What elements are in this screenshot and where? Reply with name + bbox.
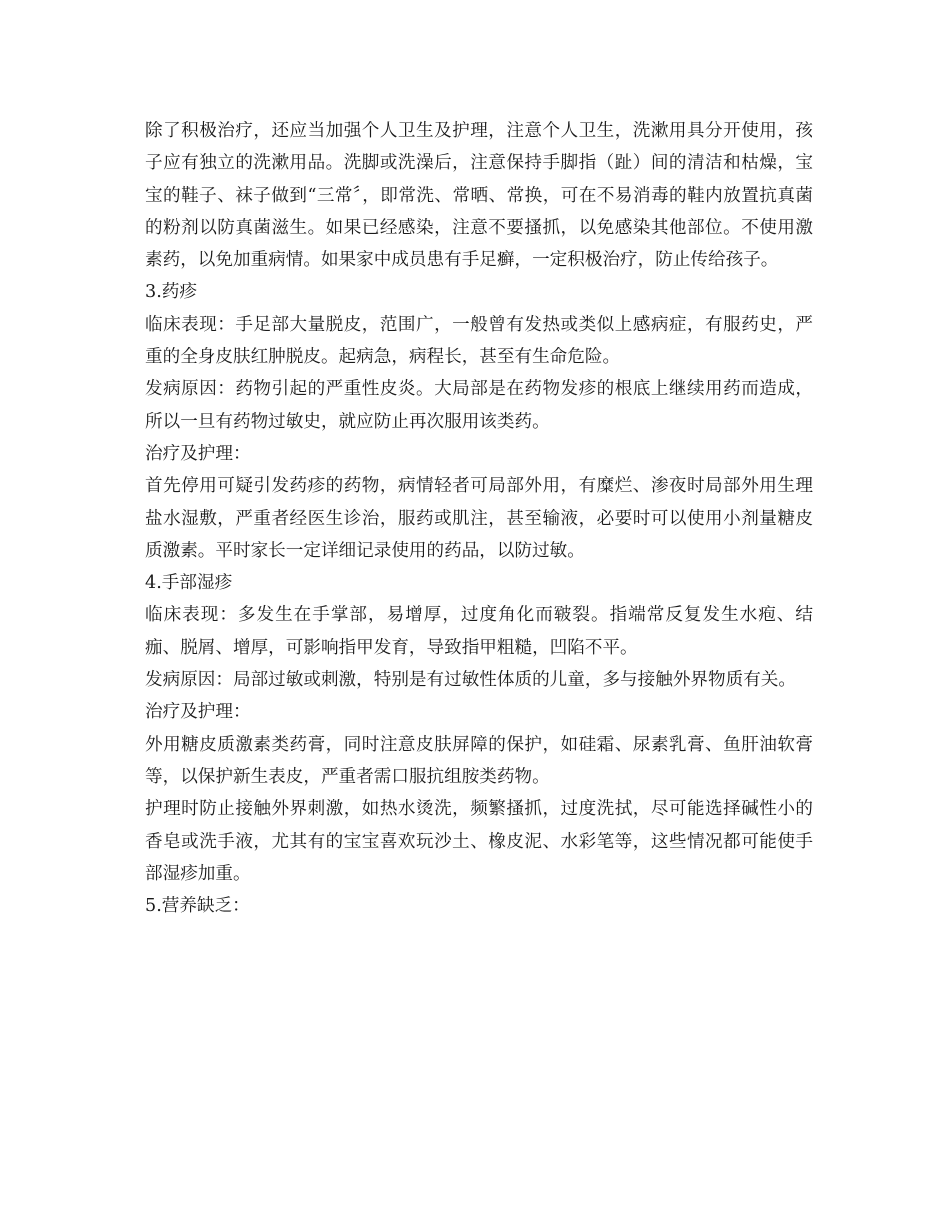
document-body: [145, 115, 813, 922]
paragraph-hand-eczema-treatment: 外用糖皮质激素类药膏，同时注意皮肤屏障的保护，如硅霜、尿素乳膏、鱼肝油软膏等，以保护新生表皮，严重者需口服抗组胺类药物。: [145, 734, 813, 787]
paragraph-hand-eczema-cause: 发病原因：局部过敏或刺激，特别是有过敏性体质的儿童，多与接触外界物质有关。: [145, 670, 796, 691]
section-heading-drug-eruption: 3.药疹: [145, 282, 197, 303]
subheading-treatment-care: 治疗及护理：: [145, 443, 251, 464]
paragraph-hand-eczema-care: 护理时防止接触外界刺激，如热水烫洗，频繁搔抓，过度洗拭，尽可能选择碱性小的香皂或洗手液，尤其有的宝宝喜欢玩沙土、橡皮泥、水彩笔等，这些情况都可能使手部湿疹加重。: [145, 799, 813, 884]
paragraph-drug-eruption-cause: 发病原因：药物引起的严重性皮炎。大局部是在药物发疹的根底上继续用药而造成，所以一旦有药物过敏史，就应防止再次服用该类药。: [145, 379, 813, 432]
paragraph-drug-eruption-symptoms: 临床表现：手足部大量脱皮，范围广，一般曾有发热或类似上感病症，有服药史，严重的全身皮肤红肿脱皮。起病急，病程长，甚至有生命危险。: [145, 314, 813, 368]
section-heading-malnutrition: 5.营养缺乏：: [145, 896, 250, 917]
paragraph-hand-eczema-symptoms: 临床表现：多发生在手掌部，易增厚，过度角化而皲裂。指端常反复发生水疱、结痂、脱屑、增厚，可影响指甲发育，导致指甲粗糙，凹陷不平。: [145, 605, 813, 658]
paragraph-drug-eruption-treatment: 首先停用可疑引发药疹的药物，病情轻者可局部外用，有糜烂、渗夜时局部外用生理盐水湿敷，严重者经医生诊治，服药或肌注，甚至输液，必要时可以使用小剂量糖皮质激素。平时家长一定详细记录使用的药品，以防过敏。: [145, 476, 813, 561]
paragraph-hygiene-care: 除了积极治疗，还应当加强个人卫生及护理，注意个人卫生，洗漱用具分开使用，孩子应有独立的洗漱用品。洗脚或洗澡后，注意保持手脚指（趾）间的清洁和枯燥，宝宝的鞋子、袜子做到“三常〞，即常洗、常晒、常换，可在不易消毒的鞋内放置抗真菌的粉剂以防真菌滋生。如果已经感染，注意不要搔抓，以免感染其他部位。不使用激素药，以免加重病情。如果家中成员患有手足癣，一定积极治疗，防止传给孩子。: [145, 121, 813, 271]
subheading-treatment-care: 治疗及护理：: [145, 702, 251, 723]
section-heading-hand-eczema: 4.手部湿疹: [145, 573, 233, 594]
